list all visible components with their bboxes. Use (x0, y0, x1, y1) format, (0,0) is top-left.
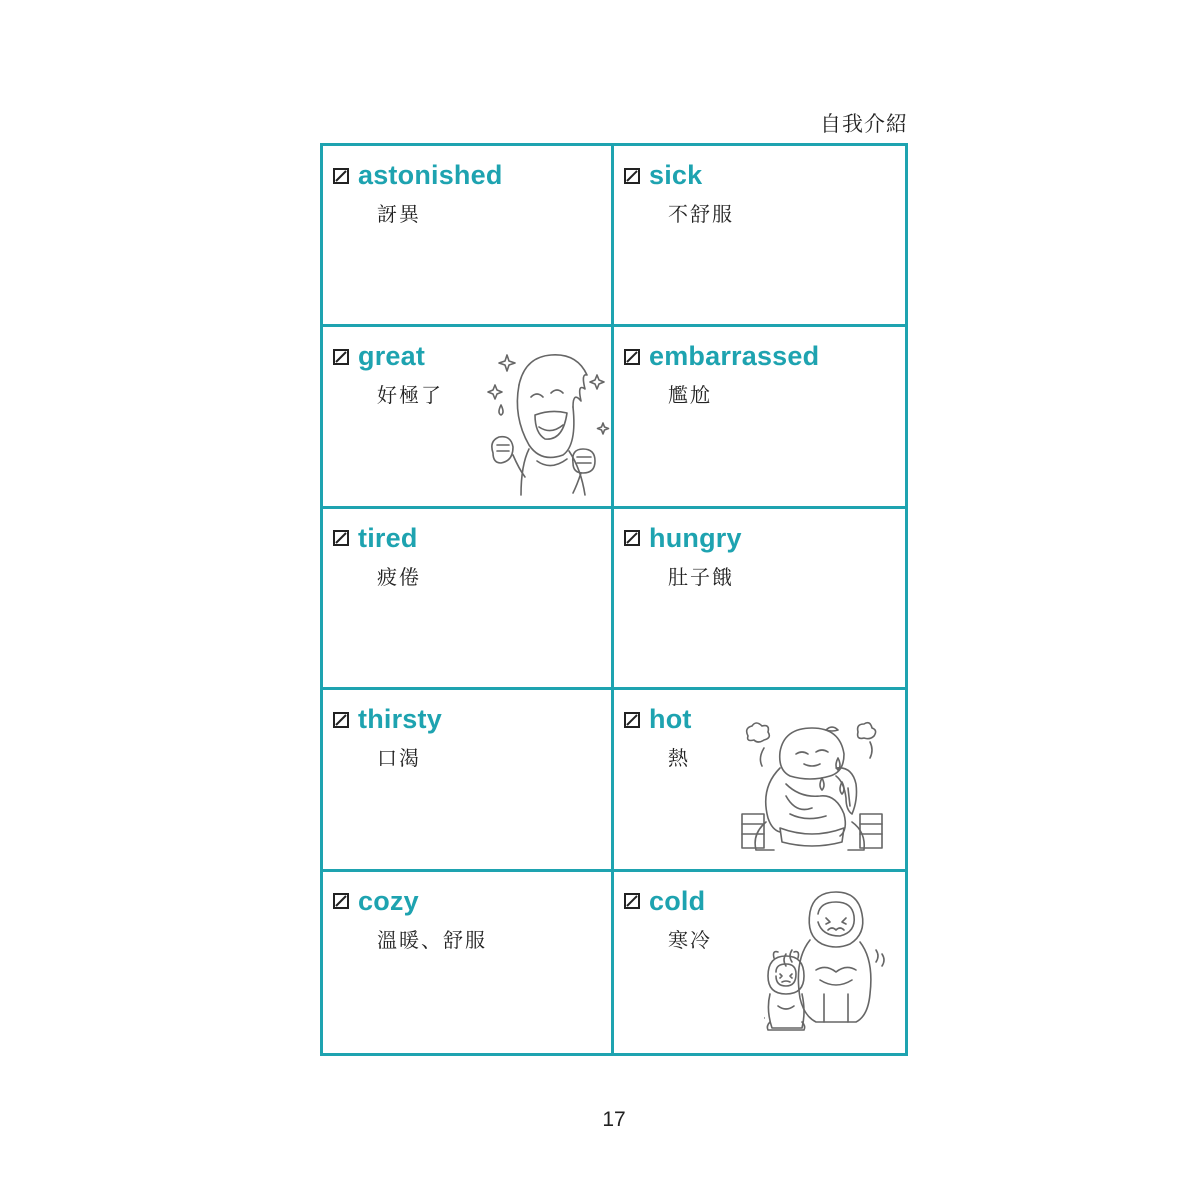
vocab-card-hungry (614, 509, 905, 690)
vocab-meaning: 訝異 (377, 202, 421, 226)
checkbox-icon[interactable] (624, 893, 640, 909)
vocab-meaning: 寒冷 (668, 927, 712, 952)
vocab-card-tired (323, 509, 614, 690)
vocab-term: great (358, 341, 426, 372)
vocab-card-thirsty (323, 690, 614, 871)
checkbox-icon[interactable] (333, 530, 349, 546)
vocab-card-cozy (323, 872, 614, 1053)
page-number: 17 (602, 1108, 626, 1131)
excited-person-icon (485, 345, 613, 505)
section-title: 自我介紹 (820, 112, 908, 136)
vocab-card-astonished (323, 146, 614, 327)
checkbox-icon[interactable] (624, 712, 640, 728)
checkbox-icon[interactable] (624, 168, 640, 184)
checkbox-icon[interactable] (624, 349, 640, 365)
vocab-card-sick (614, 146, 905, 327)
checkbox-icon[interactable] (333, 712, 349, 728)
vocab-card-great (323, 327, 614, 508)
vocab-term: sick (649, 160, 703, 190)
checkbox-icon[interactable] (333, 349, 349, 365)
vocab-meaning: 溫暖、舒服 (377, 927, 487, 952)
vocab-term: tired (358, 522, 418, 553)
vocab-term: cozy (358, 885, 419, 916)
vocab-term: thirsty (358, 704, 442, 735)
vocab-meaning: 肚子餓 (668, 564, 734, 589)
shivering-people-icon (764, 890, 888, 1046)
vocab-term: embarrassed (649, 341, 820, 372)
vocab-card-embarrassed (614, 327, 905, 508)
vocab-term: hungry (649, 522, 742, 553)
vocab-term: cold (649, 885, 706, 916)
vocab-meaning: 好極了 (377, 383, 443, 408)
vocab-term: astonished (358, 160, 503, 190)
sweating-person-icon (740, 718, 884, 862)
vocab-meaning: 疲倦 (377, 564, 421, 589)
vocab-meaning: 尷尬 (668, 383, 712, 408)
vocab-meaning: 不舒服 (668, 202, 734, 226)
checkbox-icon[interactable] (624, 530, 640, 546)
vocab-meaning: 熱 (668, 746, 690, 771)
vocab-card-cold (614, 872, 905, 1053)
vocabulary-grid (320, 143, 908, 1056)
checkbox-icon[interactable] (333, 168, 349, 184)
vocab-meaning: 口渴 (377, 746, 421, 771)
vocab-term: hot (649, 704, 692, 735)
vocab-card-hot (614, 690, 905, 871)
checkbox-icon[interactable] (333, 893, 349, 909)
